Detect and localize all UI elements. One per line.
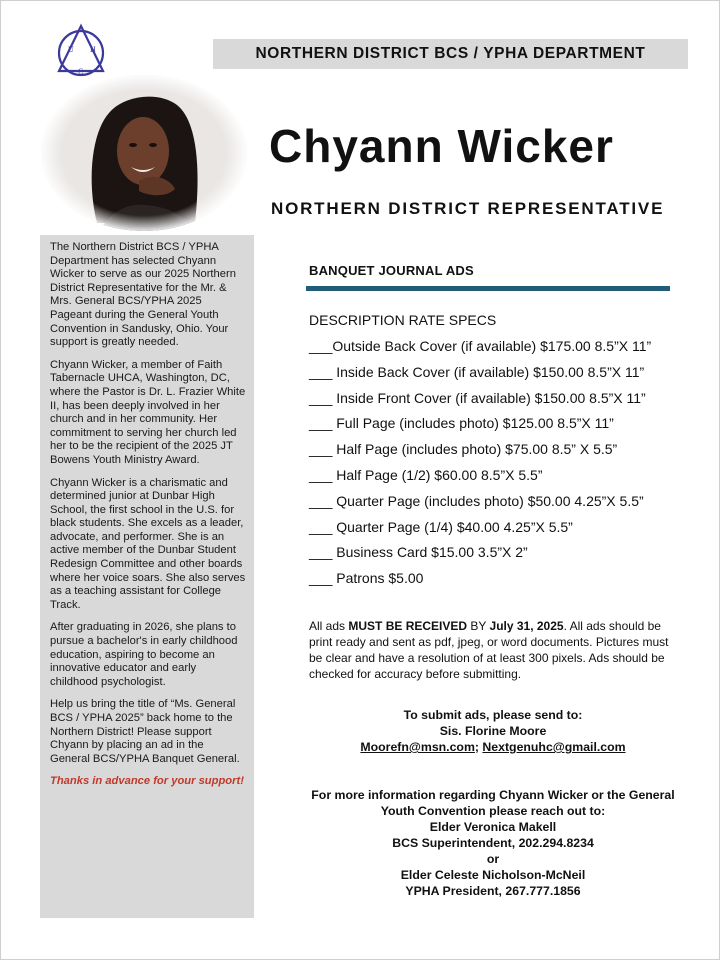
contact-or: or [486,852,500,866]
email-separator: ; [474,740,483,754]
thanks-note: Thanks in advance for your support! [50,775,244,788]
deadline-pre: All ads [309,619,349,633]
bio-paragraph-2: Chyann Wicker, a member of Faith Tabernacle UHCA, Washington, DC, where the Pastor is Dr. L. Frazier White II, has been deeply involved in her church and in her community. Her commitment to serving her church led her to be the recipient of the 2025 JT Bowens Youth Ministry Award. [50,358,246,466]
ad-option-inside-back-cover: ___ Inside Back Cover (if available) $150.00 8.5”X 11” [309,363,645,380]
ad-option-patrons: ___ Patrons $5.00 [309,570,424,587]
logo-letter-u: U [68,45,74,54]
ad-option-quarter-page: ___ Quarter Page (1/4) $40.00 4.25”X 5.5” [309,518,573,535]
contact-1-name: Elder Veronica Makell [429,820,557,834]
ad-option-inside-front-cover: ___ Inside Front Cover (if available) $150.00 8.5”X 11” [309,389,646,406]
ad-option-outside-back-cover: ___Outside Back Cover (if available) $175.00 8.5”X 11” [309,338,652,354]
department-header: NORTHERN DISTRICT BCS / YPHA DEPARTMENT [213,39,688,69]
ad-option-full-page: ___ Full Page (includes photo) $125.00 8.5”X 11” [309,415,614,432]
logo-letter-h: H [90,45,96,54]
contact-1-title: BCS Superintendent, 202.294.8234 [392,836,594,850]
deadline-by: BY [467,619,490,633]
ad-option-half-page-photo: ___ Half Page (includes photo) $75.00 8.5” X 5.5” [309,441,618,458]
email-link-nextgen[interactable]: Nextgenuhc@gmail.com [482,740,626,754]
ad-option-quarter-page-photo: ___ Quarter Page (includes photo) $50.00 4.25”X 5.5” [309,492,644,509]
info-intro: For more information regarding Chyann Wicker or the General Youth Convention please reach out to: [311,788,675,818]
ad-option-business-card: ___ Business Card $15.00 3.5”X 2” [309,544,528,561]
bio-paragraph-1: The Northern District BCS / YPHA Department has selected Chyann Wicker to serve as our 2025 Northern District Representative for the Mr. & Mrs. General BCS/YPHA 2025 Pageant during the General Youth Convention in Sandusky, Ohio. Your support is greatly needed. [50,241,236,349]
deadline-post: . All ads should be print ready and sent as pdf, jpeg, or word documents. Pictures must be clear and have a resolution of at least 300 pixels. Ads should be checked for accuracy before submitting. [309,619,669,681]
contact-2-name: Elder Celeste Nicholson-McNeil [400,868,586,882]
submit-heading: To submit ads, please send to: [403,708,583,722]
logo-letter-c: C [78,67,84,76]
bio-paragraph-4: After graduating in 2026, she plans to pursue a bachelor's in early childhood education, aspiring to become an innovative educator and early childhood psychologist. [50,621,238,688]
bio-paragraph-3: Chyann Wicker is a charismatic and determined junior at Dunbar High School, the first school in the U.S. for black students. She excels as a leader, advocate, and performer. She is an active member of the Dunbar Student Redesign Committee and other boards where her voice soars. She also serves as a teaching assistant for College Track. [50,476,246,611]
ad-option-half-page: ___ Half Page (1/2) $60.00 8.5”X 5.5” [309,466,543,483]
candidate-role: NORTHERN DISTRICT REPRESENTATIVE [271,199,665,218]
ad-list-header: DESCRIPTION RATE SPECS [309,312,497,328]
candidate-name: Chyann Wicker [269,120,614,172]
submission-contact [309,707,677,755]
uhc-logo [55,23,107,79]
deadline-must: MUST BE RECEIVED [348,619,468,633]
submit-contact-name: Sis. Florine Moore [439,724,547,738]
ads-section-title: BANQUET JOURNAL ADS [309,263,474,278]
email-link-moore[interactable]: Moorefn@msn.com [360,740,475,754]
bio-paragraph-5: Help us bring the title of “Ms. General BCS / YPHA 2025” back home to the Northern District! Please support Chyann by placing an ad in the General BCS/YPHA Banquet General. [50,698,240,765]
portrait-photo [39,73,249,233]
section-divider [306,286,670,291]
contact-2-title: YPHA President, 267.777.1856 [405,884,581,898]
deadline-note [309,618,677,682]
submit-emails [309,739,677,755]
info-contacts [309,787,677,899]
bio-sidebar [40,235,254,918]
deadline-date: July 31, 2025 [489,619,564,633]
ad-rate-list [309,311,709,595]
